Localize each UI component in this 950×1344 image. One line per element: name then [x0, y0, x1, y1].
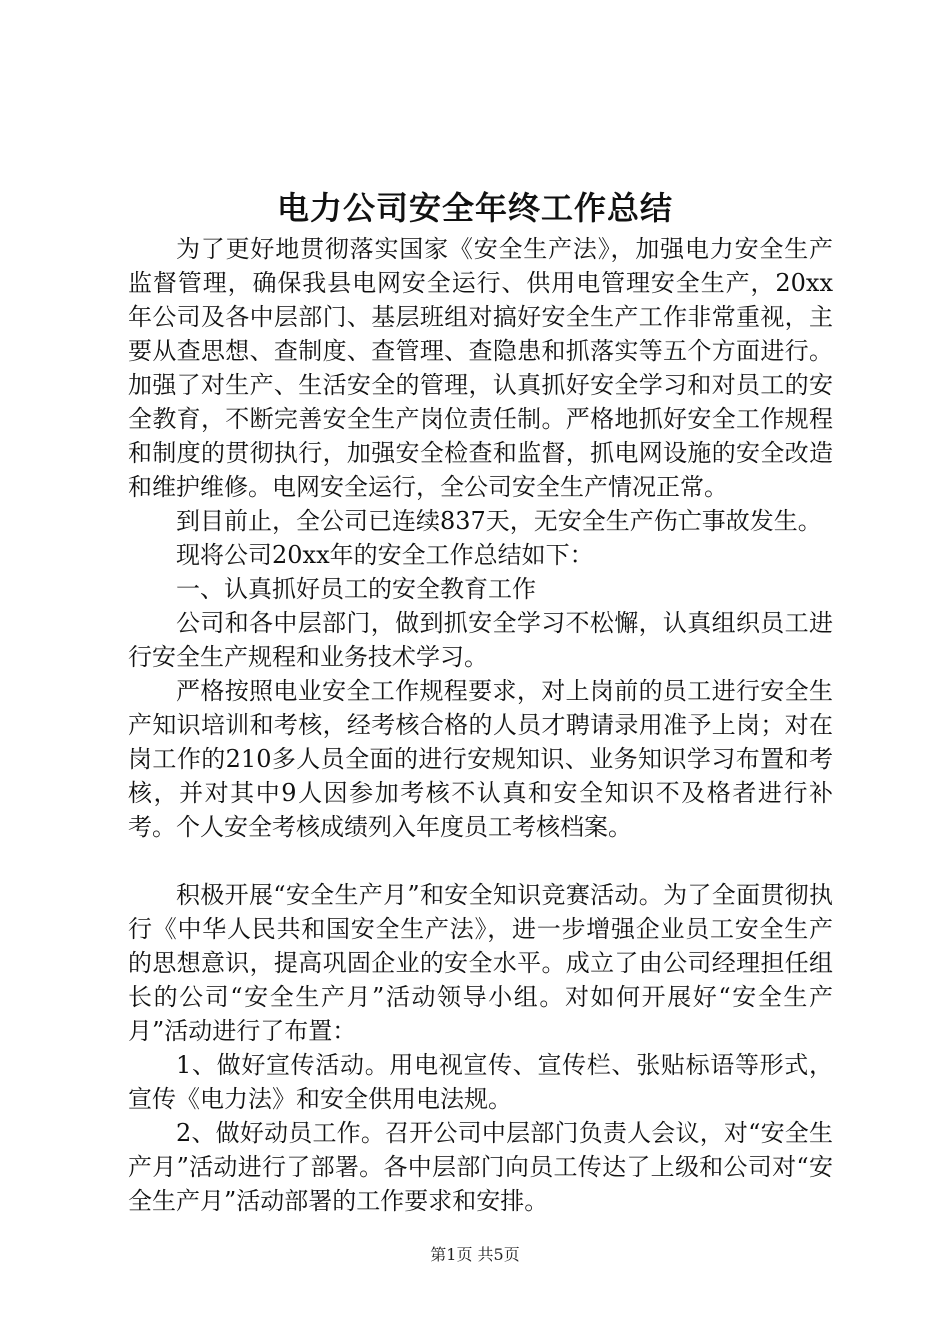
- paragraph-safety-days: 到目前止，全公司已连续837天，无安全生产伤亡事故发生。: [176, 507, 822, 535]
- list-item-publicity: 1、做好宣传活动。用电视宣传、宣传栏、张贴标语等形式，宣传《电力法》和安全供用电法规。: [128, 1051, 833, 1113]
- paragraph-safety-month: 积极开展“安全生产月”和安全知识竞赛活动。为了全面贯彻执行《中华人民共和国安全生产法》，进一步增强企业员工安全生产的思想意识，提高巩固企业的安全水平。成立了由公司经理担任组长的公司“安全生产月”活动领导小组。对如何开展好“安全生产月”活动进行了布置：: [128, 881, 833, 1045]
- paragraph-intro: 为了更好地贯彻落实国家《安全生产法》，加强电力安全生产监督管理，确保我县电网安全运行、供用电管理安全生产，20xx年公司及各中层部门、基层班组对搞好安全生产工作非常重视，主要从查思想、查制度、查管理、查隐患和抓落实等五个方面进行。加强了对生产、生活安全的管理，认真抓好安全学习和对员工的安全教育，不断完善安全生产岗位责任制。严格地抓好安全工作规程和制度的贯彻执行，加强安全检查和监督，抓电网设施的安全改造和维护维修。电网安全运行，全公司安全生产情况正常。: [128, 235, 833, 501]
- paragraph-study: 公司和各中层部门，做到抓安全学习不松懈，认真组织员工进行安全生产规程和业务技术学习。: [128, 609, 833, 671]
- page-indicator: 第1页 共5页: [430, 1245, 520, 1264]
- document-body: [128, 232, 833, 1218]
- paragraph-summary-lead: 现将公司20xx年的安全工作总结如下：: [176, 541, 594, 569]
- list-item-mobilization: 2、做好动员工作。召开公司中层部门负责人会议，对“安全生产月”活动进行了部署。各中层部门向员工传达了上级和公司对“安全生产月”活动部署的工作要求和安排。: [128, 1119, 833, 1215]
- document-title: 电力公司安全年终工作总结: [276, 189, 673, 227]
- paragraph-training: 严格按照电业安全工作规程要求，对上岗前的员工进行安全生产知识培训和考核，经考核合格的人员才聘请录用准予上岗；对在岗工作的210多人员全面的进行安规知识、业务知识学习布置和考核，并对其中9人因参加考核不认真和安全知识不及格者进行补考。个人安全考核成绩列入年度员工考核档案。: [128, 677, 833, 841]
- section-heading-1: 一、认真抓好员工的安全教育工作: [176, 575, 536, 603]
